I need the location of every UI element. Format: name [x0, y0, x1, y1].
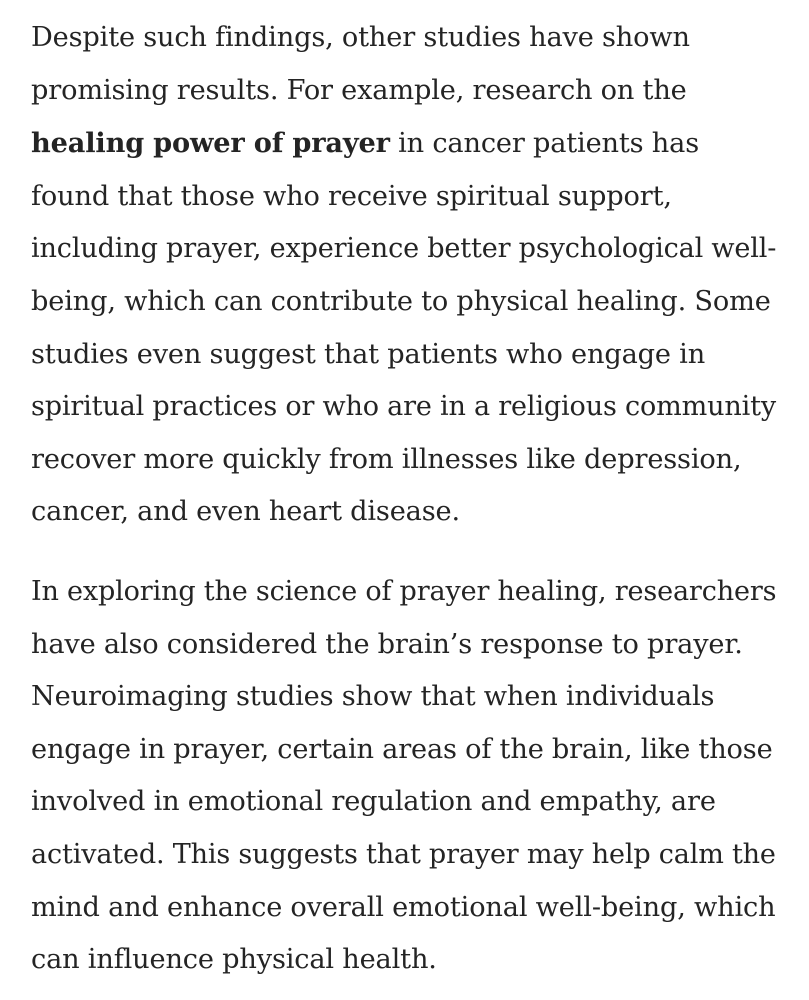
article-body [31, 12, 777, 987]
paragraph-line [31, 117, 771, 171]
paragraph-line: studies even suggest that patients who engage in [31, 338, 706, 370]
paragraph-line: activated. This suggests that prayer may help calm the [31, 838, 776, 870]
paragraph-line: Neuroimaging studies show that when individuals [31, 681, 715, 713]
paragraph-line: In exploring the science of prayer healing, researchers [31, 575, 777, 607]
paragraph-line: engage in prayer, certain areas of the brain, like those [31, 733, 773, 765]
paragraph-line: promising results. For example, research on the [31, 74, 687, 106]
inline-text: in cancer patients has [389, 128, 699, 160]
paragraph-line: cancer, and even heart disease. [31, 496, 460, 528]
paragraph-line: recover more quickly from illnesses like depression, [31, 443, 742, 475]
bold-phrase: healing power of prayer [31, 127, 390, 160]
paragraph-line: Despite such findings, other studies have shown [31, 22, 690, 53]
paragraph-line: have also considered the brain’s response to prayer. [31, 628, 743, 660]
paragraph-line: can influence physical health. [31, 944, 437, 976]
paragraph-line: involved in emotional regulation and empathy, are [31, 786, 716, 818]
paragraph-line: mind and enhance overall emotional well-being, which [31, 891, 776, 923]
paragraph-line: found that those who receive spiritual support, [31, 180, 672, 212]
paragraph-line: spiritual practices or who are in a religious community [31, 391, 776, 423]
paragraph-line: including prayer, experience better psychological well- [31, 233, 777, 265]
paragraph-line: being, which can contribute to physical healing. Some [31, 285, 771, 317]
paragraph [31, 566, 777, 987]
paragraph [31, 12, 777, 539]
